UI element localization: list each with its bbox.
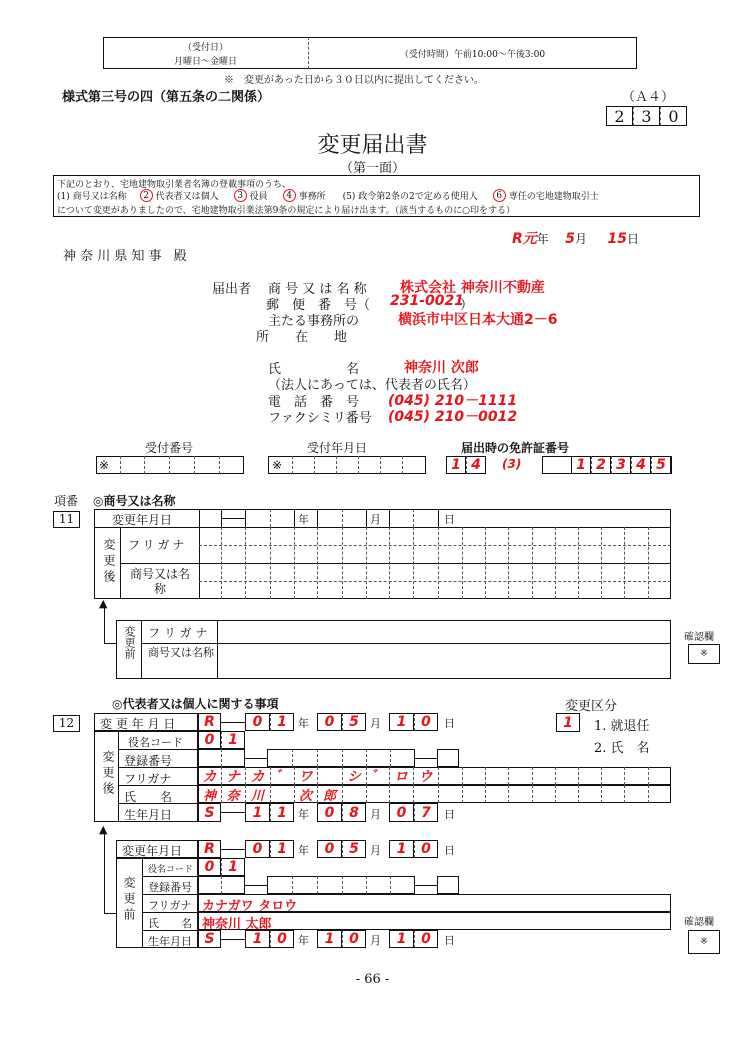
s12-role-code-label: 役名コード — [128, 736, 183, 749]
furigana-label-before: フ リ ガ ナ — [148, 626, 208, 640]
notice-item-4: 事務所 — [298, 192, 326, 202]
section12-change-date-label: 変 更 年 月 日 — [100, 717, 176, 731]
license-digit: 3 — [611, 456, 631, 474]
before-label: 変更前 — [123, 626, 136, 659]
change-type-label: 変更区分 — [565, 699, 618, 714]
section11-day-label: 日 — [444, 513, 455, 526]
tel-value: (045) 210－1111 — [388, 393, 518, 409]
s12-year-label: 年 — [298, 717, 309, 730]
s12-after-label: 変更後 — [101, 750, 115, 798]
before-name-label: 氏 名 — [148, 917, 192, 930]
license-digit: 2 — [591, 456, 611, 474]
page-title: 変更届出書 — [317, 133, 428, 158]
change-type-option-2: 2. 氏 名 — [594, 741, 650, 756]
date-month: 5 — [565, 231, 575, 247]
postal-close: ） — [460, 298, 474, 313]
item-number-label: 項番 — [54, 494, 79, 508]
section12-title: ◎代表者又は個人に関する事項 — [112, 697, 279, 711]
before-change-date-label: 変更年月日 — [122, 844, 183, 858]
license-number — [571, 456, 671, 474]
reception-number-field — [96, 456, 244, 474]
birth-month-label: 月 — [370, 808, 381, 821]
form-code-digit: 0 — [660, 106, 687, 126]
license-digit: 4 — [631, 456, 651, 474]
page-number: - 66 - — [355, 972, 390, 987]
reception-day-label: （受付日） — [182, 43, 228, 53]
furigana-before-value: カナガワ タロウ — [202, 899, 298, 914]
before-birth-day-label: 日 — [444, 934, 455, 947]
license-digit: 5 — [651, 456, 671, 474]
before-reg-no-label: 登録番号 — [148, 881, 192, 894]
item-4-circle: 4 — [283, 189, 296, 202]
reception-date-label: 受付年月日 — [307, 441, 368, 455]
tel-label: 電 話 番 号 — [268, 395, 360, 410]
notice-line1: 下記のとおり、宅地建物取引業者名簿の登載事項のうち、 — [57, 180, 292, 190]
section11-year-label: 年 — [298, 513, 309, 526]
before-change-era: R — [198, 840, 221, 858]
notice-line3: について変更がありましたので、宅地建物取引業法第9条の規定により届け出ます。（該当するものに○印をする） — [57, 206, 516, 216]
license-digit: 4 — [466, 456, 486, 474]
date-era: R元 — [512, 231, 537, 247]
furigana-label: フリガナ — [128, 538, 188, 552]
change-type-value: 1 — [556, 713, 580, 732]
license-renewal: (3) — [502, 457, 522, 471]
birth-year-before: 1 0 — [245, 930, 294, 948]
arrow-up-icon: ▲ — [99, 823, 108, 836]
company-name-label: 商 号 又 は 名 称 — [268, 282, 367, 297]
change-type-option-1: 1. 就退任 — [594, 719, 650, 734]
office-label-2: 所 在 地 — [256, 330, 348, 345]
change-date-month: 0 5 — [317, 713, 366, 731]
date-day: 15 — [607, 231, 627, 247]
before-change-month: 0 5 — [317, 840, 366, 858]
postal-value: 231-0021 — [390, 293, 464, 309]
reception-time: （受付時間）午前10:00～午後3:00 — [399, 50, 546, 60]
section11-month-label: 月 — [370, 513, 381, 526]
birth-day-label: 日 — [444, 808, 455, 821]
s12-before-label: 変更前 — [122, 876, 136, 924]
change-date-day: 1 0 — [389, 713, 438, 731]
reg-no-after-field — [267, 749, 415, 767]
reception-date-mark: ※ — [272, 458, 283, 472]
before-change-year: 0 1 — [245, 840, 294, 858]
birth-year-label: 年 — [298, 808, 309, 821]
license-prefix — [446, 456, 486, 474]
arrow-up-icon: ▲ — [99, 597, 108, 610]
s12-furigana-label: フリガナ — [124, 772, 172, 786]
postal-label: 郵 便 番 号（ — [266, 298, 371, 313]
before-year-label: 年 — [298, 844, 309, 857]
before-change-day: 1 0 — [389, 840, 438, 858]
reception-days: 月曜日～金曜日 — [173, 57, 237, 67]
birth-month-before: 1 0 — [317, 930, 366, 948]
change-date-label: 変更年月日 — [112, 513, 173, 527]
item-3-circle: 3 — [234, 189, 247, 202]
confirm-label-12: 確認欄 — [684, 917, 714, 928]
s12-birth-label: 生年月日 — [124, 808, 173, 822]
s12-name-label: 氏 名 — [124, 790, 173, 804]
reception-number-label: 受付番号 — [145, 441, 194, 455]
form-code-digit: 2 — [606, 106, 633, 126]
role-code-before: 0 1 — [198, 858, 245, 876]
person-name-value: 神奈川 次郎 — [404, 360, 479, 376]
s12-month-label: 月 — [370, 717, 381, 730]
birth-day-before: 1 0 — [389, 930, 438, 948]
person-note: （法人にあっては、代表者の氏名） — [268, 378, 476, 393]
role-code-after: 0 1 — [198, 731, 245, 749]
office-value: 横浜市中区日本大通2－6 — [398, 312, 558, 328]
before-day-label: 日 — [444, 844, 455, 857]
birth-month-after: 0 8 — [317, 803, 366, 822]
style-number: 様式第三号の四（第五条の二関係） — [62, 90, 271, 105]
person-name-label: 氏 名 — [268, 362, 360, 377]
license-digit: 1 — [446, 456, 466, 474]
company-name-value: 株式会社 神奈川不動産 — [400, 280, 545, 296]
submission-date: R元年 5月 15日 — [512, 231, 639, 247]
item-2-circle: 2 — [140, 189, 153, 202]
paper-size: （Ａ４） — [622, 90, 675, 105]
reg-no-before-field — [267, 876, 415, 894]
license-digit: 1 — [571, 456, 591, 474]
form-code-digit: 3 — [633, 106, 660, 126]
section11-number: 11 — [53, 511, 80, 528]
birth-year-after: 1 1 — [245, 803, 294, 822]
notice-items — [57, 189, 599, 202]
notice-item-3: 役員 — [249, 192, 268, 202]
notice-item-1: (1) 商号又は名称 — [57, 192, 127, 202]
name-before-value: 神奈川 太郎 — [202, 917, 272, 932]
confirm-box-12: ※ — [688, 930, 720, 954]
applicant-label: 届出者 — [212, 282, 252, 297]
birth-day-after: 0 7 — [389, 803, 438, 822]
s12-reg-no-label: 登録番号 — [124, 754, 173, 768]
reception-number-mark: ※ — [99, 458, 110, 472]
after-label: 変更後 — [102, 538, 116, 586]
change-date-era: R — [198, 713, 221, 731]
notice-item-2: 代表者又は個人 — [155, 192, 219, 202]
form-code — [606, 106, 687, 126]
change-date-year: 0 1 — [245, 713, 294, 731]
confirm-label-11: 確認欄 — [684, 632, 714, 643]
page-subtitle: （第一面） — [339, 161, 405, 176]
section11-title: ◎商号又は名称 — [93, 494, 176, 508]
fax-value: (045) 210－0012 — [388, 409, 518, 425]
birth-era-before: S — [198, 930, 221, 948]
fax-label: ファクシミリ番号 — [268, 411, 372, 426]
before-role-code-label: 役名コード — [148, 865, 194, 875]
item-6-circle: 6 — [493, 189, 506, 202]
notice-item-5: (5) 政令第2条の2で定める使用人 — [342, 192, 478, 202]
section12-number: 12 — [53, 715, 80, 732]
before-birth-label: 生年月日 — [148, 935, 192, 948]
before-birth-month-label: 月 — [370, 934, 381, 947]
company-name-label-after: 商号又は名称 — [129, 567, 190, 596]
office-label-1: 主たる事務所の — [268, 314, 360, 329]
before-month-label: 月 — [370, 844, 381, 857]
before-furigana-label: フリガナ — [148, 899, 192, 912]
notice-item-6: 専任の宅地建物取引士 — [508, 192, 599, 202]
birth-era-after: S — [198, 803, 221, 822]
before-birth-year-label: 年 — [298, 934, 309, 947]
s12-day-label: 日 — [444, 717, 455, 730]
confirm-box-11: ※ — [688, 644, 720, 664]
deadline-note: ※ 変更があった日から３０日以内に提出してください。 — [224, 75, 484, 86]
company-name-label-before: 商号又は名称 — [148, 646, 214, 659]
license-number-label: 届出時の免許証番号 — [461, 441, 570, 455]
addressee: 神 奈 川 県 知 事 殿 — [63, 249, 187, 264]
